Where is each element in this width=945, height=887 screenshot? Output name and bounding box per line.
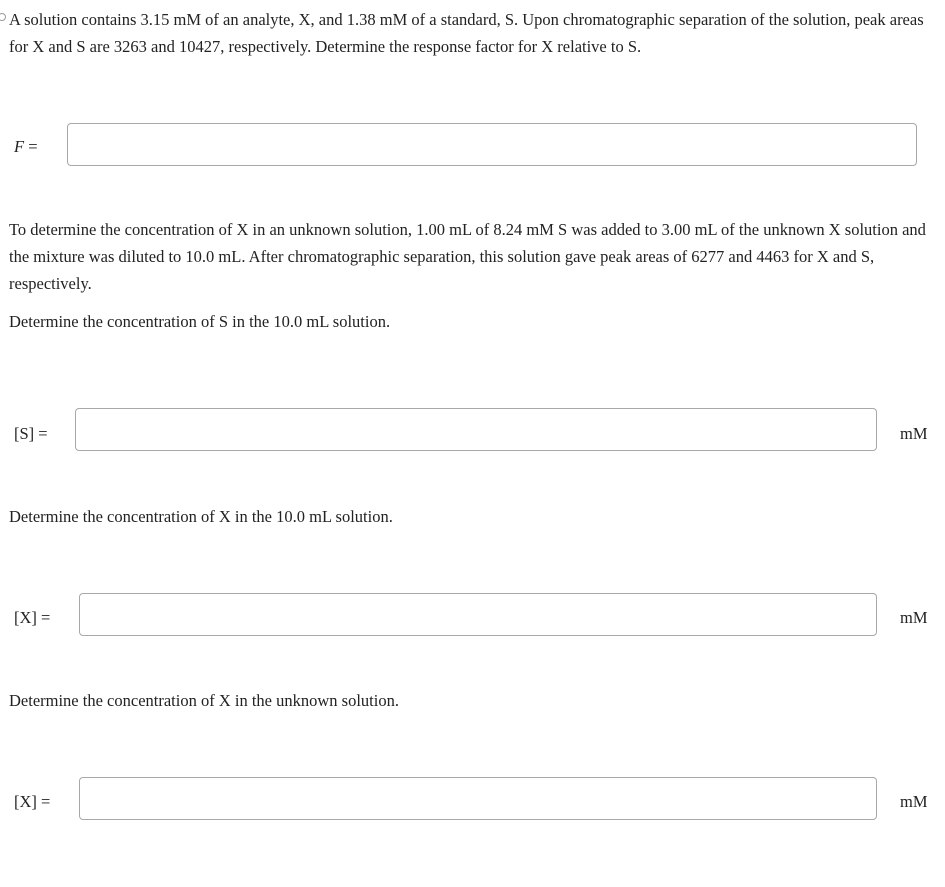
f-equals: = (24, 137, 38, 156)
question-2-intro: To determine the concentration of X in an unknown solution, 1.00 mL of 8.24 mM S was added to 3.00 mL of the unknown X solution and the mixture was diluted to 10.0 mL. After chromatographic separation, this solution gave peak areas of 6277 and 4463 for X and S, respectively. (9, 220, 926, 293)
f-label (14, 137, 38, 157)
question-4-prompt: Determine the concentration of X in the unknown solution. (9, 691, 399, 710)
s-concentration-unit: mM (900, 424, 928, 443)
s-concentration-input[interactable] (75, 408, 877, 451)
question-1-text: A solution contains 3.15 mM of an analyte, X, and 1.38 mM of a standard, S. Upon chromatographic separation of the solution, peak areas for X and S are 3263 and 10427, respectively. Determine the response factor for X relative to S. (9, 10, 924, 56)
x-diluted-concentration-input[interactable] (79, 593, 877, 636)
x-diluted-unit: mM (900, 608, 928, 627)
question-bullet-icon (0, 13, 6, 21)
question-2-prompt: Determine the concentration of S in the 10.0 mL solution. (9, 312, 391, 331)
s-concentration-label: [S] = (14, 424, 48, 443)
question-3-prompt: Determine the concentration of X in the 10.0 mL solution. (9, 507, 393, 526)
x-unknown-unit: mM (900, 792, 928, 811)
x-unknown-concentration-input[interactable] (79, 777, 877, 820)
response-factor-input[interactable] (67, 123, 917, 166)
x-unknown-label: [X] = (14, 792, 51, 811)
f-variable: F (14, 137, 25, 156)
x-diluted-label: [X] = (14, 608, 51, 627)
